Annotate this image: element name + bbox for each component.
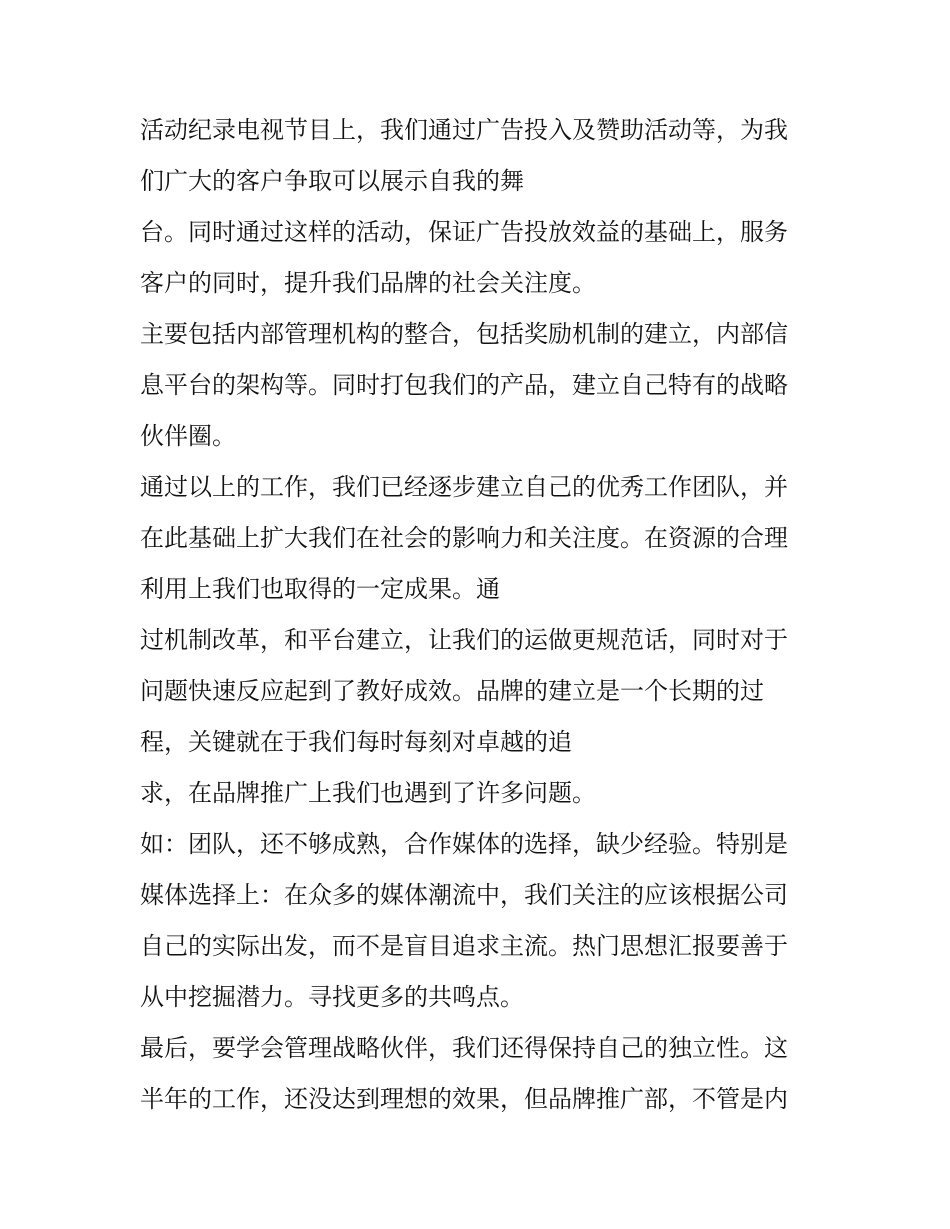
document-body bbox=[140, 105, 820, 1125]
text-line: 利用上我们也取得的一定成果。通 bbox=[140, 575, 500, 603]
text-line: 息平台的架构等。同时打包我们的产品，建立自己特有的战略 bbox=[140, 371, 788, 399]
text-line: 活动纪录电视节目上，我们通过广告投入及赞助活动等，为我 bbox=[140, 116, 788, 144]
text-line: 们广大的客户争取可以展示自我的舞 bbox=[140, 167, 524, 195]
text-line: 求，在品牌推广上我们也遇到了许多问题。 bbox=[140, 779, 596, 807]
text-line: 从中挖掘潜力。寻找更多的共鸣点。 bbox=[140, 983, 524, 1011]
text-line: 客户的同时，提升我们品牌的社会关注度。 bbox=[140, 269, 596, 297]
text-line: 主要包括内部管理机构的整合，包括奖励机制的建立，内部信 bbox=[140, 320, 788, 348]
text-line: 在此基础上扩大我们在社会的影响力和关注度。在资源的合理 bbox=[140, 524, 788, 552]
text-line: 台。同时通过这样的活动，保证广告投放效益的基础上，服务 bbox=[140, 218, 788, 246]
text-line: 通过以上的工作，我们已经逐步建立自己的优秀工作团队，并 bbox=[140, 473, 788, 501]
text-line: 过机制改革，和平台建立，让我们的运做更规范话，同时对于 bbox=[140, 626, 788, 654]
text-line: 如：团队，还不够成熟，合作媒体的选择，缺少经验。特别是 bbox=[140, 830, 788, 858]
text-line: 程，关键就在于我们每时每刻对卓越的追 bbox=[140, 728, 572, 756]
text-line: 问题快速反应起到了教好成效。品牌的建立是一个长期的过 bbox=[140, 677, 764, 705]
text-line: 自己的实际出发，而不是盲目追求主流。热门思想汇报要善于 bbox=[140, 932, 788, 960]
text-line: 最后，要学会管理战略伙伴，我们还得保持自己的独立性。这 bbox=[140, 1034, 788, 1062]
text-line: 半年的工作，还没达到理想的效果，但品牌推广部，不管是内 bbox=[140, 1085, 788, 1113]
text-line: 媒体选择上：在众多的媒体潮流中，我们关注的应该根据公司 bbox=[140, 881, 788, 909]
text-line: 伙伴圈。 bbox=[140, 422, 236, 450]
